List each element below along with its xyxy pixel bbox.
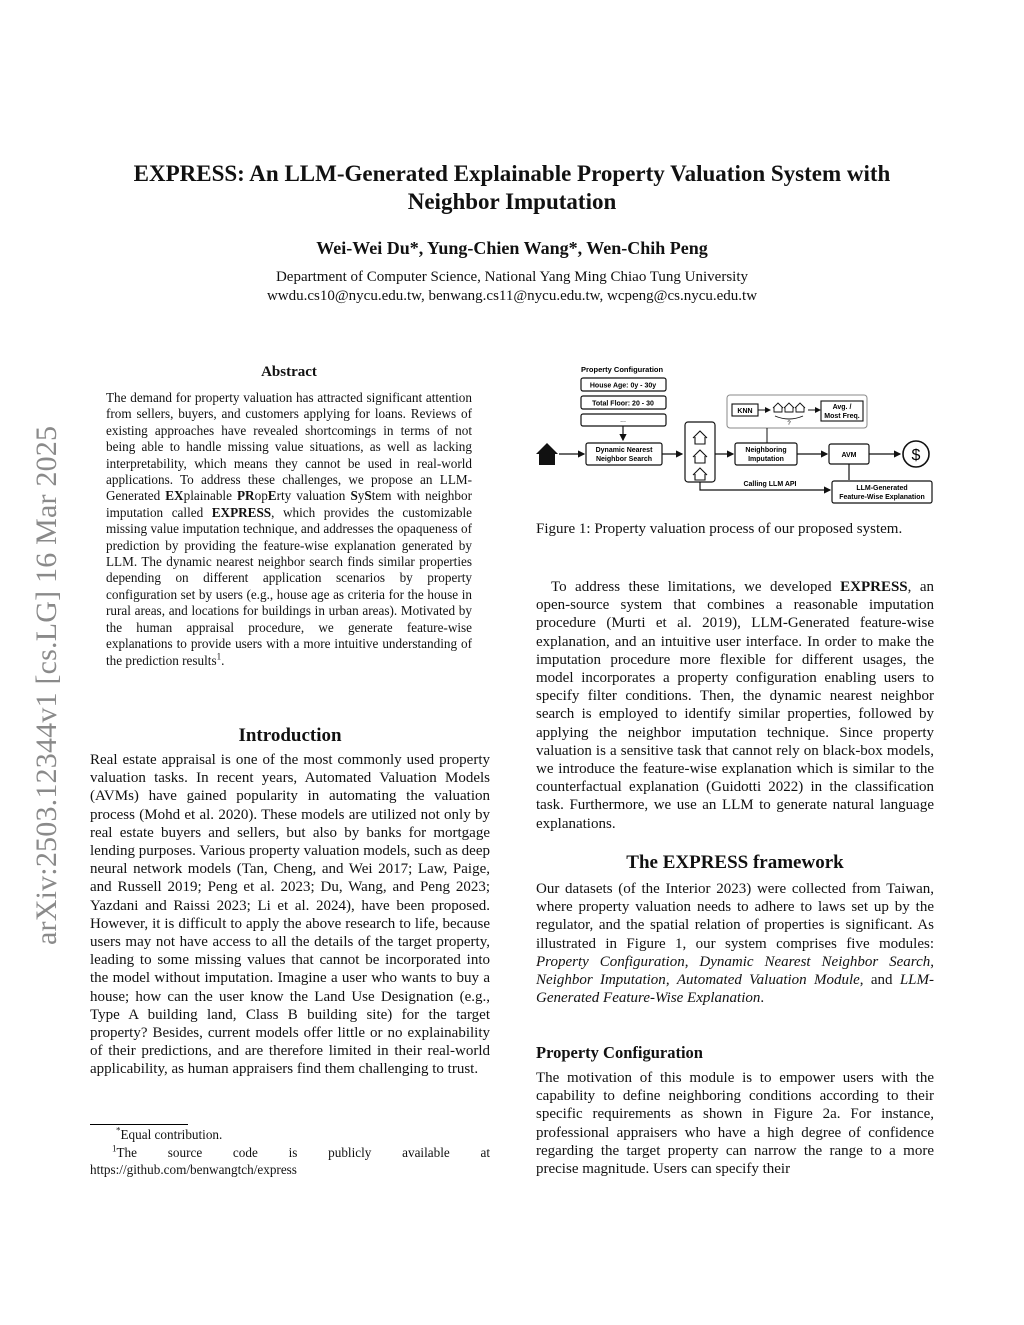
figure-1-diagram xyxy=(532,360,938,510)
abstract-heading: Abstract xyxy=(261,364,317,380)
emails: wwdu.cs10@nycu.edu.tw, benwang.cs11@nycu.edu.tw, wcpeng@cs.nycu.edu.tw xyxy=(266,288,758,304)
footnote-1: *Equal contribution. xyxy=(116,1125,223,1142)
fig-llm-api: Calling LLM API xyxy=(743,481,797,488)
fig-avm: AVM xyxy=(841,452,857,459)
fig-llm-line1: LLM-Generated xyxy=(856,485,908,492)
source-code-link[interactable]: https://github.com/benwangtch/express xyxy=(90,1162,297,1177)
fig-config-title: Property Configuration xyxy=(581,365,664,374)
fig-config-item2: Total Floor: 20 - 30 xyxy=(592,400,654,408)
introduction-body: Real estate appraisal is one of the most commonly used property valuation tasks. In recent years, Automated Valuation Models (AVMs) have gained popularity in automating the valuation process (Mohd et al. 2020). These models are utilized not only by real estate buyers and sellers, but also by banks for mortgage lending purposes. Various property valuation models, such as deep neural network models (Tan, Cheng, and Wei 2017; Law, Paige, and Russell 2019; Peng et al. 2023; Du, Wang, and Peng 2023; Yazdani and Raissi 2023; Li et al. 2024), have been proposed. However, it is difficult to apply the above research to life, because users may not have access to all the details of the target property, leading to some missing values that cannot be incorporated into the model without imputation. Imagine a user who wants to buy a house; how can the user know the Land Use Designation (e.g., Type A building land, Class B building site) for the target property? Besides, current models offer little or no explainability of their predictions, and are therefore limited in their real-world applicability, as human appraisers find them challenging to trust. xyxy=(90,752,490,1078)
fig-avg-line2: Most Freq. xyxy=(824,413,860,420)
paper-title-line1: EXPRESS: An LLM-Generated Explainable Property Valuation System with xyxy=(133,161,891,186)
fig-dnn-line1: Dynamic Nearest xyxy=(595,447,653,454)
affiliation: Department of Computer Science, National Yang Ming Chiao Tung University xyxy=(275,269,749,285)
introduction-heading: Introduction xyxy=(238,725,342,746)
fig-ni-line1: Neighboring xyxy=(745,447,787,454)
property-configuration-body: The motivation of this module is to empower users with the capability to define neighboring conditions according to their specific requirements as shown in Figure 2a. For instance, professional appraisers who have a high degree of confidence regarding the target property can narrow the range to a more precise magnitude. Users can specify their xyxy=(536,1070,934,1178)
paper-title-line2: Neighbor Imputation xyxy=(407,189,617,214)
figure-1 xyxy=(532,360,938,510)
fig-avg-line1: Avg. / xyxy=(832,404,852,411)
fig-question: ? xyxy=(787,421,791,427)
figure-1-caption: Figure 1: Property valuation process of our proposed system. xyxy=(536,521,903,537)
fig-config-item1: House Age: 0y - 30y xyxy=(589,382,657,390)
right-column-intro: To address these limitations, we developed EXPRESS, an open-source system that combines a reasonable imputation procedure (Murti et al. 2019), LLM-Generated feature-wise explanation, and an intuitive user interface. In order to make the imputation procedure more flexible for different usages, the model incorporates a property configuration enabling users to specify filter conditions. Then, the dynamic nearest neighbor search is employed to identify similar properties, followed by applying the neighbor imputation technique. Since property valuation is a sensitive task that cannot rely on black-box models, we introduce the feature-wise explanation which is similar to the counterfactual explanation (Guidotti 2022) in the classification task. Furthermore, we use an LLM to generate natural language explanations. xyxy=(536,579,934,832)
paper-title xyxy=(0,160,1024,216)
fig-config-item3: ... xyxy=(620,417,626,424)
affiliation-block xyxy=(0,268,1024,306)
framework-heading: The EXPRESS framework xyxy=(626,852,844,873)
fig-ni-line2: Imputation xyxy=(748,456,784,463)
footnote-rule xyxy=(90,1124,188,1125)
fig-knn: KNN xyxy=(737,408,753,415)
fig-llm-line2: Feature-Wise Explanation xyxy=(839,494,925,501)
footnote-ref[interactable]: 1 xyxy=(216,651,222,662)
fig-dollar: $ xyxy=(911,447,921,464)
target-house-icon xyxy=(536,443,558,465)
arxiv-stamp: arXiv:2503.12344v1 [cs.LG] 16 Mar 2025 xyxy=(30,425,63,945)
authors: Wei-Wei Du*, Yung-Chien Wang*, Wen-Chih Peng xyxy=(316,238,708,258)
framework-body: Our datasets (of the Interior 2023) were collected from Taiwan, where property valuation needs to adhere to laws set up by the regulator, and the spatial relation of properties is significant. As illustrated in Figure 1, our system comprises five modules: Property Configuration, Dynamic Nearest Neighbor Search, Neighbor Imputation, Automated Valuation Module, and LLM-Generated Feature-Wise Explanation. xyxy=(536,881,935,1007)
abstract-body: The demand for property valuation has attracted significant attention from sellers, buyers, and customers applying for loans. Reviews of existing approaches have revealed shortcomings in terms of not being able to handle missing value situations, as well as lacking interpretability, which means they cannot be used in real-world applications. To address these challenges, we propose an LLM-Generated EXplainable PRopErty valuation SyStem with neighbor imputation called EXPRESS, which provides the customizable missing value imputation technique, and addresses the opaqueness of prediction by providing the feature-wise explanation generated by LLM. The dynamic nearest neighbor search finds similar properties depending on different application scenarios by property configuration set by users (e.g., house age as criteria for the house in rural areas, and locations for buildings in urban areas). Motivated by the human appraisal procedure, we generate feature-wise explanations to provide users with a more intuitive understanding of the prediction results$^1$. xyxy=(106,390,472,668)
fig-dnn-line2: Neighbor Search xyxy=(595,456,653,463)
footnote-2: $^1$The source code is publicly available at xyxy=(112,1143,490,1160)
property-configuration-heading: Property Configuration xyxy=(536,1043,703,1062)
